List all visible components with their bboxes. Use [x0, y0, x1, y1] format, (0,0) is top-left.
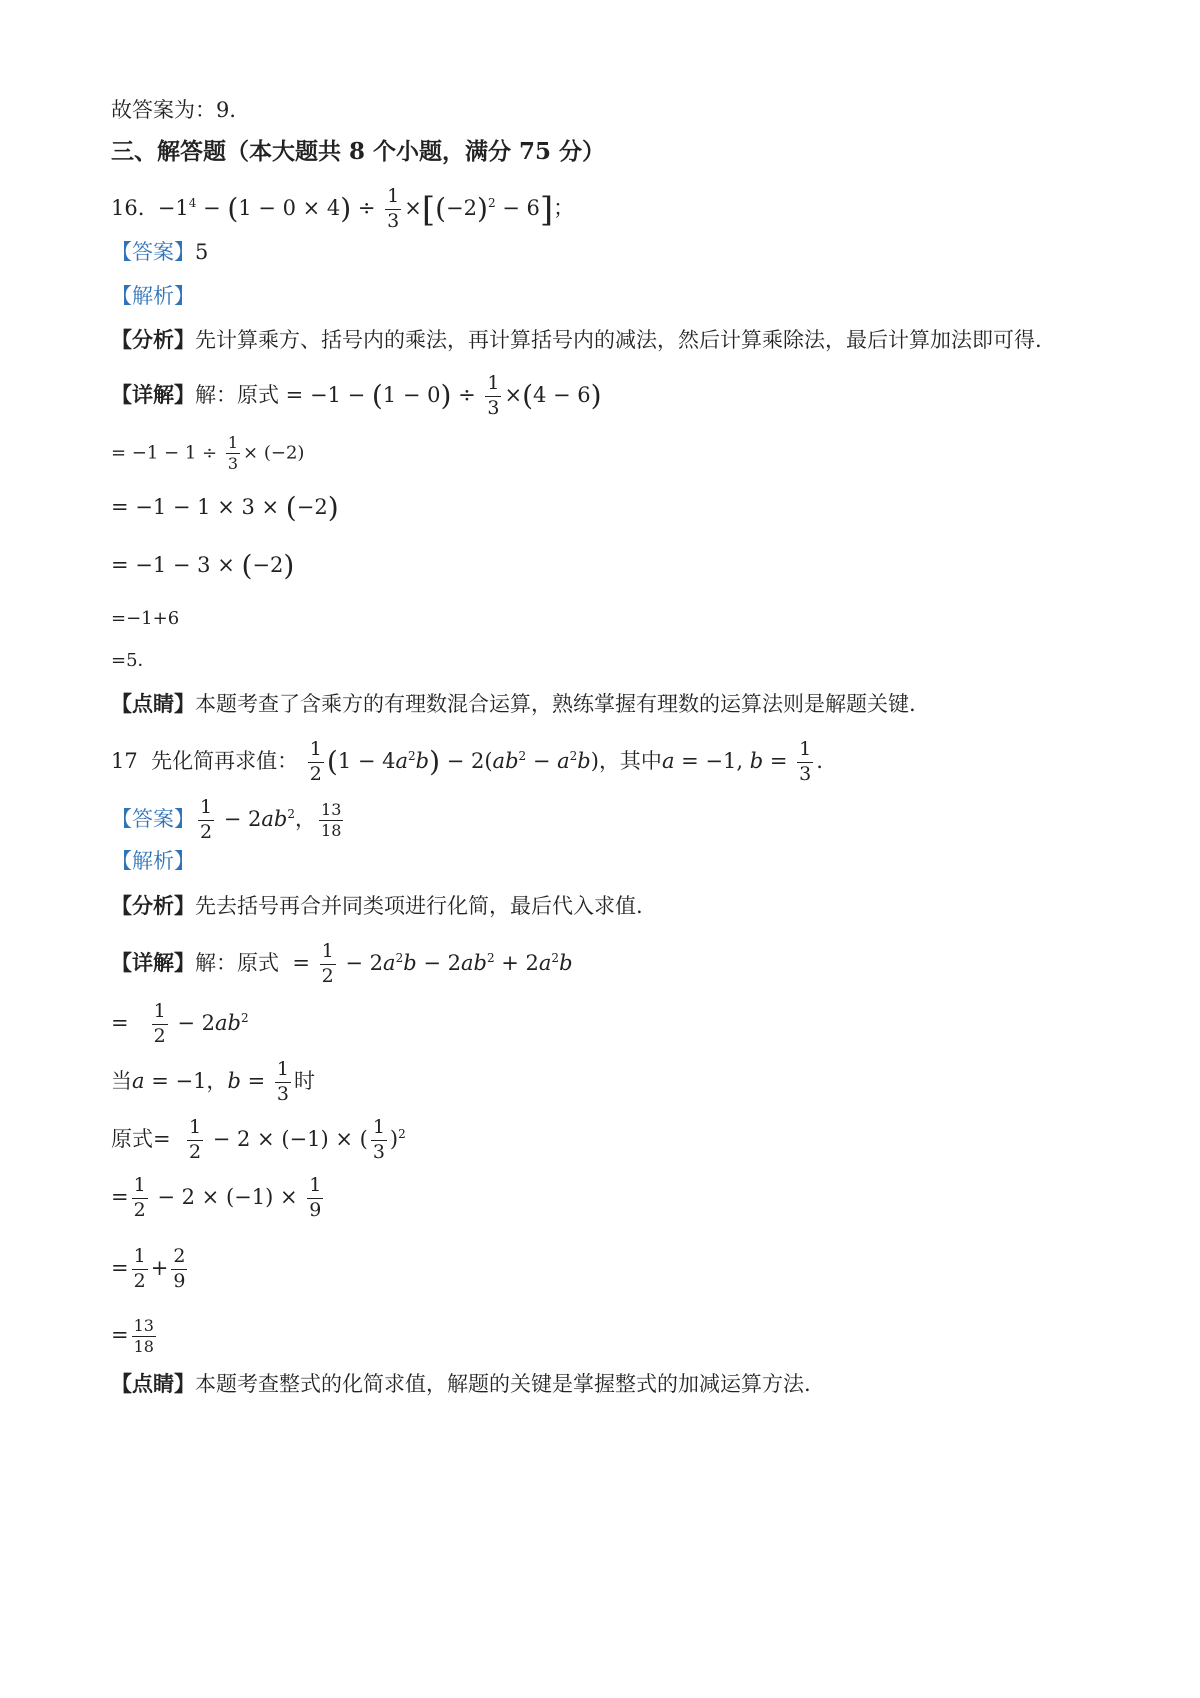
q16-answer [111, 237, 208, 267]
q16-step5: =−1+6 [111, 608, 180, 629]
q17-dianjing-text: 本题考查整式的化简求值，解题的关键是掌握整式的加减运算方法. [195, 1372, 811, 1396]
q17-sub-values: a = −1，b = $\frac{1}{3}$ [132, 1058, 289, 1105]
q17-step3-expression: $\frac{1}{2}$ − 2 × (−1) × ( $\frac{1}{3}$ )$^2$ [188, 1116, 406, 1163]
q17-answer-expression: $\frac{1}{2}$ − $2ab^2$， $\frac{13}{18}$ [200, 796, 342, 843]
q16-answer-tag: 【答案】 [111, 240, 195, 264]
q16-analysis-tag: 【解析】 [111, 284, 195, 308]
q16-dianjing-text: 本题考查了含乘方的有理数混合运算，熟练掌握有理数的运算法则是解题关键. [195, 692, 916, 716]
q16-step1: = −1 − (1 − 0) ÷ $\frac{1}{3}$ ×(4 − 6) [279, 372, 602, 419]
q17-answer [111, 796, 346, 845]
q16-tail: ； [553, 195, 575, 220]
q16-fenxi-tag: 【分析】 [111, 327, 195, 352]
q17-expression: $\frac{1}{2}$ $(1 - 4a^2b) - 2(ab^2 - a^2b)$ [309, 738, 599, 785]
q17-where: ，其中 [598, 748, 662, 773]
q17-dianjing [111, 1369, 811, 1399]
q17-statement [111, 738, 823, 787]
q16-dianjing-tag: 【点睛】 [111, 691, 195, 716]
q17-fenxi-text: 先去括号再合并同类项进行化简，最后代入求值. [195, 894, 643, 918]
q17-values: a = −1, b = $\frac{1}{3}$ . [661, 738, 823, 785]
q16-step3: = −1 − 1 × 3 × (−2) [111, 491, 339, 524]
q17-step2: = $\frac{1}{2}$ − $2ab^2$ [111, 1000, 249, 1047]
q16-fenxi [111, 325, 1042, 355]
q17-step4: = $\frac{1}{2}$ − 2 × (−1) × $\frac{1}{9}$ [111, 1174, 322, 1221]
q16-step2: = −1 − 1 ÷ $\frac{1}{3}$ × (−2) [111, 433, 305, 473]
q17-xiangjie [111, 940, 573, 989]
q16-fenxi-text: 先计算乘方、括号内的乘法，再计算括号内的减法，然后计算乘除法，最后计算加法即可得. [195, 328, 1042, 352]
q17-yuanshi: 原式= [111, 1126, 171, 1151]
q16-statement [111, 185, 574, 234]
q17-xiangjie-prefix: 解：原式 [195, 950, 279, 975]
q16-expression: $-1^4 - (1 - 0 \times 4)$ ÷ $\frac{1}{3}$ $\times[(-2)^2 - 6]$ [151, 185, 554, 232]
q17-answer-tag: 【答案】 [111, 806, 195, 831]
q16-dianjing [111, 689, 916, 719]
q16-xiangjie-tag: 【详解】 [111, 381, 195, 407]
q17-step6: = $\frac{13}{18}$ [111, 1316, 154, 1356]
q16-xiangjie-prefix: 解：原式 [195, 382, 279, 407]
q16-answer-value: 5 [195, 240, 209, 264]
q17-dianjing-tag: 【点睛】 [111, 1371, 195, 1396]
q16-step6: =5． [111, 650, 156, 671]
q16-number: 16. [111, 195, 145, 220]
q17-step5: = $\frac{1}{2}$ + $\frac{2}{9}$ [111, 1245, 186, 1292]
q17-prompt: 先化简再求值： [151, 748, 299, 773]
q17-substitution [111, 1058, 315, 1107]
q17-analysis-tag: 【解析】 [111, 849, 195, 873]
section-title: 三、解答题（本大题共 8 个小题，满分 75 分） [111, 138, 606, 165]
q17-shi: 时 [293, 1068, 315, 1093]
q17-fenxi-tag: 【分析】 [111, 893, 195, 918]
q16-step4: = −1 − 3 × (−2) [111, 549, 295, 582]
q17-step1: = $\frac{1}{2}$ − $2a^2b - 2ab^2 + 2a^2b$ [279, 940, 573, 987]
q17-number: 17 [111, 748, 138, 773]
q17-dang: 当 [111, 1068, 132, 1093]
previous-answer: 故答案为：9． [111, 98, 251, 122]
q16-xiangjie [111, 372, 602, 421]
q17-xiangjie-tag: 【详解】 [111, 949, 195, 975]
q17-step3 [111, 1116, 406, 1165]
q17-fenxi [111, 891, 643, 921]
